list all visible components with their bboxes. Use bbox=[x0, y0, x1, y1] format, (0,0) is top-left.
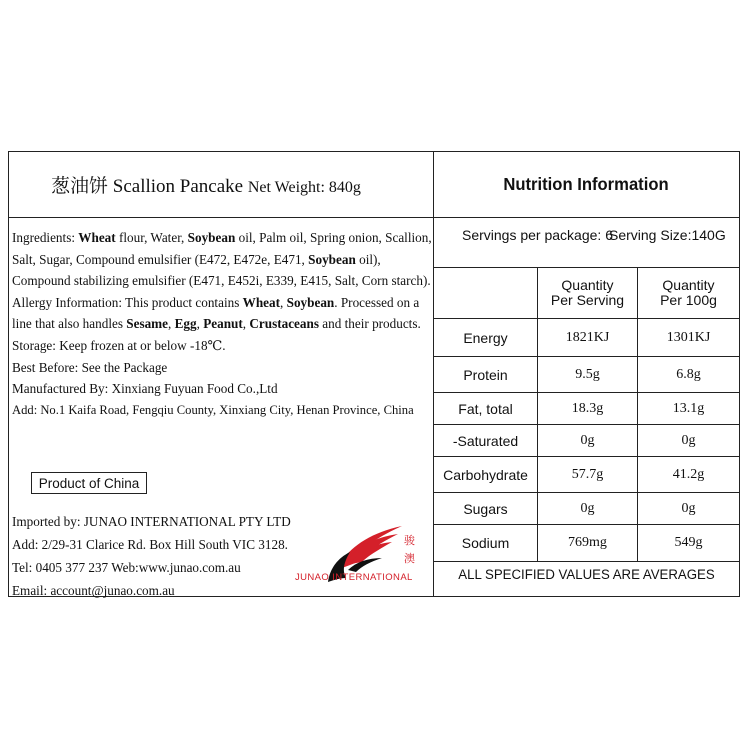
header-per-100g: Quantity Per 100g bbox=[660, 277, 717, 308]
header-per-serving: Quantity Per Serving bbox=[538, 268, 638, 318]
nutrition-row-fat bbox=[434, 393, 739, 425]
nutrition-row-carbohydrate bbox=[434, 457, 739, 493]
ingredients-text: Ingredients: Wheat flour, Water, Soybean oil, Palm oil, Spring onion, Scallion, Salt, Sugar, Compound emulsifier (E472, E472e, E471, Soybean oil), Compound stabilizing emulsifier (E471, E452i, E339, E415, Salt, Corn starch). bbox=[12, 230, 432, 289]
nutrient-name: Sodium bbox=[434, 525, 538, 561]
importer-contact: Tel: 0405 377 237 Web:www.junao.com.au bbox=[12, 560, 241, 575]
value-per-serving: 9.5g bbox=[538, 357, 638, 392]
manufacturer-address: Add: No.1 Kaifa Road, Fengqiu County, Xinxiang City, Henan Province, China bbox=[12, 402, 414, 417]
logo-wordmark: JUNAO INTERNATIONAL bbox=[295, 572, 413, 583]
nutrition-row-energy bbox=[434, 319, 739, 357]
net-weight: Net Weight: 840g bbox=[247, 179, 361, 196]
nutrient-name: Sugars bbox=[434, 493, 538, 524]
value-per-serving: 0g bbox=[538, 425, 638, 456]
value-per-100g: 41.2g bbox=[672, 466, 705, 482]
servings-row bbox=[434, 218, 739, 268]
value-per-100g: 0g bbox=[681, 432, 696, 448]
importer-address: Add: 2/29-31 Clarice Rd. Box Hill South VIC 3128. bbox=[12, 537, 288, 552]
nutrition-footer: ALL SPECIFIED VALUES ARE AVERAGES bbox=[458, 566, 715, 582]
value-per-serving: 0g bbox=[538, 493, 638, 524]
header-empty-cell bbox=[434, 268, 538, 318]
svg-text:骏: 骏 bbox=[404, 534, 415, 547]
nutrition-header-row bbox=[434, 268, 739, 319]
nutrition-row-protein bbox=[434, 357, 739, 393]
importer-email: Email: account@junao.com.au bbox=[12, 583, 175, 598]
servings-per-package: Servings per package: 6 bbox=[462, 227, 613, 243]
nutrient-name: Energy bbox=[434, 319, 538, 356]
product-chinese-name: 葱油饼 bbox=[51, 176, 109, 197]
nutrient-name: -Saturated bbox=[434, 425, 538, 456]
value-per-serving: 769mg bbox=[538, 525, 638, 561]
importer-block bbox=[12, 510, 312, 602]
storage-text: Storage: Keep frozen at or below -18℃. bbox=[12, 337, 226, 353]
value-per-100g: 549g bbox=[674, 535, 703, 550]
importer-name: Imported by: JUNAO INTERNATIONAL PTY LTD bbox=[12, 514, 291, 529]
serving-size: Serving Size:140G bbox=[609, 227, 726, 243]
value-per-serving: 18.3g bbox=[538, 393, 638, 424]
best-before-text: Best Before: See the Package bbox=[12, 359, 168, 375]
nutrient-name: Protein bbox=[434, 357, 538, 392]
nutrition-row-saturated bbox=[434, 425, 739, 457]
manufacturer-text: Manufactured By: Xinxiang Fuyuan Food Co.,Ltd bbox=[12, 381, 278, 397]
nutrition-row-sugars bbox=[434, 493, 739, 525]
svg-text:澳: 澳 bbox=[404, 552, 415, 565]
product-info-panel bbox=[9, 152, 434, 596]
product-label bbox=[8, 151, 740, 597]
value-per-serving: 57.7g bbox=[538, 457, 638, 492]
nutrient-name: Carbohydrate bbox=[434, 457, 538, 492]
value-per-serving: 1821KJ bbox=[538, 319, 638, 356]
nutrient-name: Fat, total bbox=[434, 393, 538, 424]
nutrition-panel bbox=[434, 152, 739, 596]
allergy-text: Allergy Information: This product contains Wheat, Soybean. Processed on a line that also handles Sesame, Egg, Peanut, Crustaceans and their products. bbox=[12, 294, 421, 332]
value-per-100g: 0g bbox=[681, 500, 696, 516]
value-per-100g: 13.1g bbox=[672, 400, 705, 416]
origin-badge: Product of China bbox=[31, 472, 147, 494]
nutrition-title: Nutrition Information bbox=[503, 174, 670, 194]
product-english-name: Scallion Pancake bbox=[112, 176, 244, 197]
nutrition-title-row bbox=[434, 152, 739, 218]
product-title bbox=[51, 171, 361, 198]
value-per-100g: 1301KJ bbox=[666, 329, 711, 345]
value-per-100g: 6.8g bbox=[676, 366, 701, 382]
ingredients-block bbox=[12, 227, 432, 421]
product-title-row bbox=[9, 152, 433, 218]
